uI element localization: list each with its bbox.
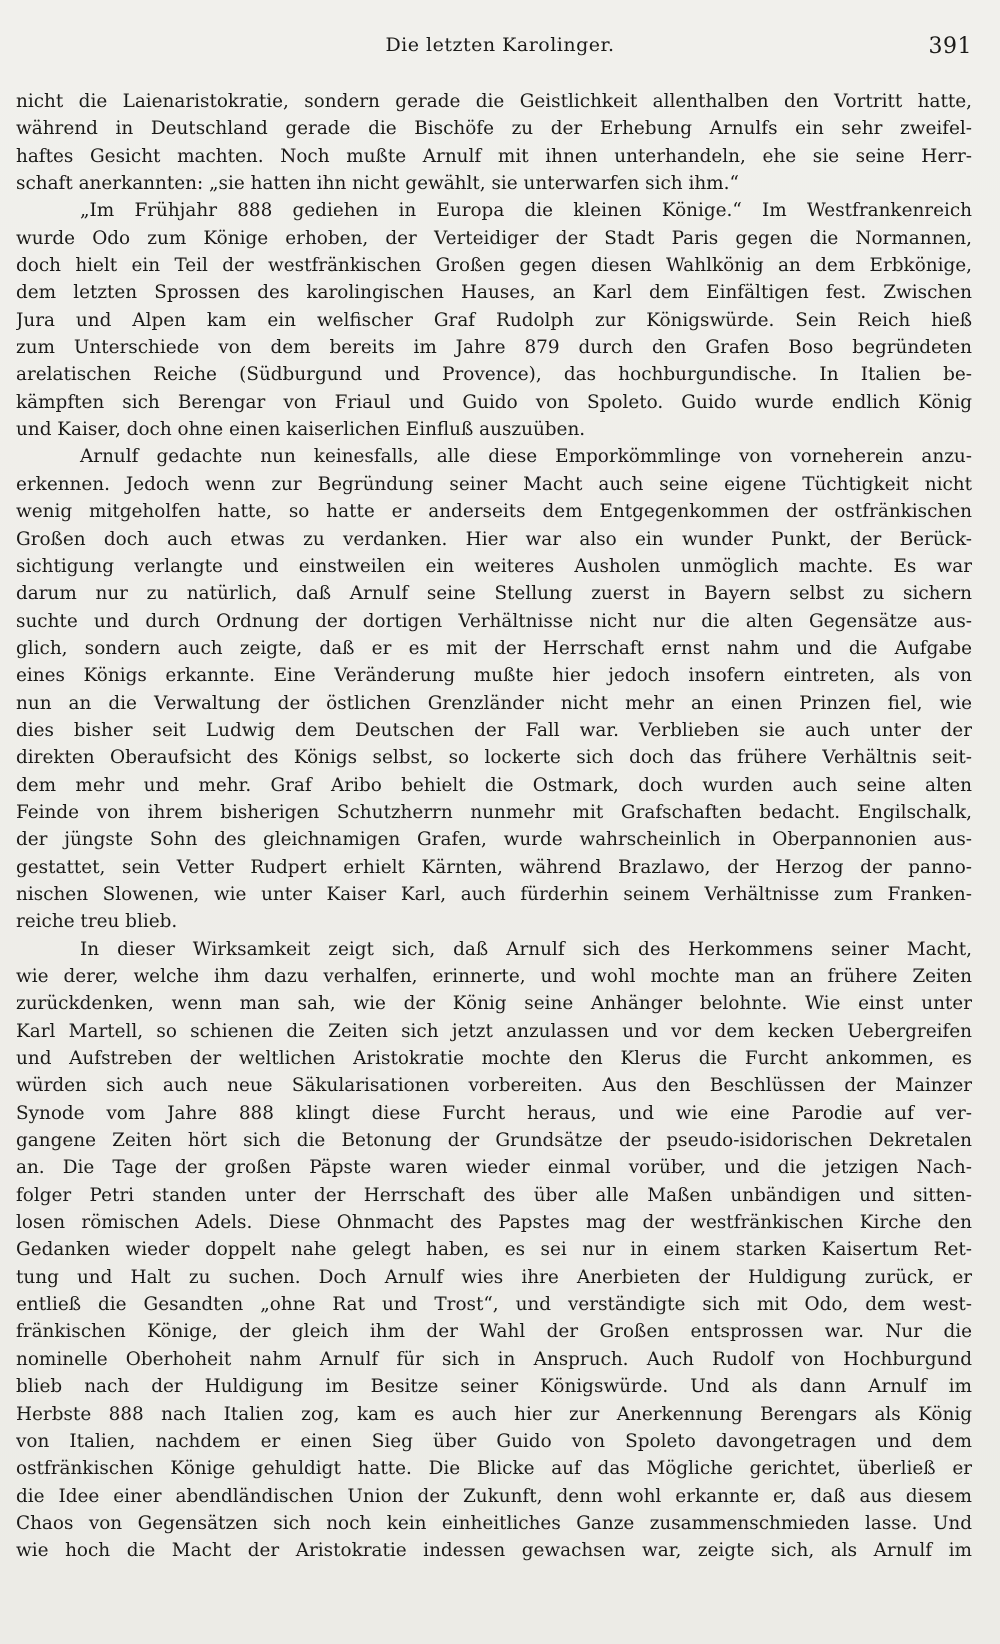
text-line: „Im Frühjahr 888 gediehen in Europa die kleinen Könige.“ Im Westfrankenreich [80, 200, 972, 222]
text-line: während in Deutschland gerade die Bischöfe zu der Erhebung Arnulfs ein sehr zweifel- [16, 118, 972, 140]
running-head [0, 34, 1000, 64]
text-line: suchte und durch Ordnung der dortigen Verhältnisse nicht nur die alten Gegensätze aus- [16, 610, 972, 632]
text-line: schaft anerkannten: „sie hatten ihn nicht gewählt, sie unterwarfen sich ihm.“ [16, 173, 739, 195]
text-line: dem mehr und mehr. Graf Aribo behielt die Ostmark, doch wurden auch seine alten [16, 774, 972, 796]
text-line: Gedanken wieder doppelt nahe gelegt haben, es sei nur in einem starken Kaisertum Ret- [16, 1239, 972, 1261]
text-line: doch hielt ein Teil der westfränkischen Großen gegen diesen Wahlkönig an dem Erbkönige, [16, 255, 972, 277]
text-line: wie hoch die Macht der Aristokratie indessen gewachsen war, zeigte sich, als Arnulf im [16, 1540, 972, 1562]
text-line: wie derer, welche ihm dazu verhalfen, erinnerte, und wohl mochte man an frühere Zeiten [16, 966, 972, 987]
running-title: Die letzten Karolinger. [385, 34, 615, 56]
text-line: Großen doch auch etwas zu verdanken. Hier war also ein wunder Punkt, der Berück- [16, 528, 972, 550]
text-line: dies bisher seit Ludwig dem Deutschen der Fall war. Verblieben sie auch unter der [16, 719, 972, 741]
text-line: fränkischen Könige, der gleich ihm der Wahl der Großen entsprossen war. Nur die [16, 1321, 972, 1343]
text-line: sichtigung verlangte und einstweilen ein weiteres Ausholen unmöglich machte. Es war [16, 555, 972, 577]
text-line: blieb nach der Huldigung im Besitze seiner Königswürde. Und als dann Arnulf im [16, 1376, 972, 1398]
text-line: eines Königs erkannte. Eine Veränderung mußte hier jedoch insofern eintreten, als von [16, 665, 972, 687]
text-line: nicht die Laienaristokratie, sondern gerade die Geistlichkeit allenthalben den Vortritt hatte, [16, 91, 972, 112]
text-line: nun an die Verwaltung der östlichen Grenzländer nicht mehr an einen Prinzen fiel, wie [16, 692, 972, 714]
text-line: folger Petri standen unter der Herrschaft des über alle Maßen unbändigen und sitten- [16, 1184, 972, 1206]
text-line: haftes Gesicht machten. Noch mußte Arnulf mit ihnen unterhandeln, ehe sie seine Herr- [16, 145, 972, 167]
text-line: Feinde von ihrem bisherigen Schutzherrn nunmehr mit Grafschaften bedacht. Engilschalk, [16, 801, 972, 823]
text-line: kämpften sich Berengar von Friaul und Guido von Spoleto. Guido wurde endlich König [16, 391, 972, 413]
text-line: von Italien, nachdem er einen Sieg über Guido von Spoleto davongetragen und dem [16, 1430, 972, 1452]
text-line: Chaos von Gegensätzen sich noch kein einheitliches Ganze zusammenschmieden lasse. Und [16, 1512, 972, 1534]
page-number: 391 [928, 34, 972, 59]
text-line: und Kaiser, doch ohne einen kaiserlichen Einfluß auszuüben. [16, 419, 586, 441]
text-line: nischen Slowenen, wie unter Kaiser Karl, auch fürderhin seinem Verhältnisse zum Franken- [16, 883, 972, 905]
text-line: wenig mitgeholfen hatte, so hatte er anderseits dem Entgegenkommen der ostfränkischen [16, 501, 972, 523]
text-line: zum Unterschiede von dem bereits im Jahre 879 durch den Grafen Boso begründeten [16, 337, 972, 359]
text-line: die Idee einer abendländischen Union der Zukunft, denn wohl erkannte er, daß aus diesem [16, 1485, 972, 1507]
text-line: Arnulf gedachte nun keinesfalls, alle diese Emporkömmlinge von vorneherein anzu- [80, 446, 972, 468]
text-line: dem letzten Sprossen des karolingischen Hauses, an Karl dem Einfältigen fest. Zwischen [16, 282, 972, 304]
text-line: und Aufstreben der weltlichen Aristokratie mochte den Klerus die Furcht ankommen, es [16, 1048, 972, 1070]
text-line: wurde Odo zum Könige erhoben, der Verteidiger der Stadt Paris gegen die Normannen, [16, 227, 972, 249]
text-line: reiche treu blieb. [16, 911, 178, 933]
text-line: arelatischen Reiche (Südburgund und Provence), das hochburgundische. In Italien be- [16, 364, 972, 386]
text-line: würden sich auch neue Säkularisationen vorbereiten. Aus den Beschlüssen der Mainzer [16, 1075, 972, 1097]
text-line: erkennen. Jedoch wenn zur Begründung seiner Macht auch seine eigene Tüchtigkeit nicht [16, 473, 972, 495]
text-line: losen römischen Adels. Diese Ohnmacht des Papstes mag der westfränkischen Kirche den [16, 1212, 972, 1234]
body-text [16, 88, 972, 1565]
text-line: darum nur zu natürlich, daß Arnulf seine Stellung zuerst in Bayern selbst zu sichern [16, 583, 972, 605]
text-line: gestattet, sein Vetter Rudpert erhielt Kärnten, während Brazlawo, der Herzog der panno- [16, 856, 972, 878]
text-line: zurückdenken, wenn man sah, wie der König seine Anhänger belohnte. Wie einst unter [16, 993, 972, 1015]
text-line: Jura und Alpen kam ein welfischer Graf Rudolph zur Königswürde. Sein Reich hieß [16, 309, 972, 331]
text-line: ostfränkischen Könige gehuldigt hatte. Die Blicke auf das Mögliche gerichtet, überließ er [16, 1458, 972, 1480]
text-line: In dieser Wirksamkeit zeigt sich, daß Arnulf sich des Herkommens seiner Macht, [80, 938, 972, 960]
text-line: Karl Martell, so schienen die Zeiten sich jetzt anzulassen und vor dem kecken Uebergreifen [16, 1020, 972, 1042]
text-line: Herbste 888 nach Italien zog, kam es auch hier zur Anerkennung Berengars als König [16, 1403, 972, 1425]
text-line: an. Die Tage der großen Päpste waren wieder einmal vorüber, und die jetzigen Nach- [16, 1157, 972, 1179]
text-line: nominelle Oberhoheit nahm Arnulf für sich in Anspruch. Auch Rudolf von Hochburgund [16, 1348, 972, 1370]
text-line: der jüngste Sohn des gleichnamigen Grafen, wurde wahrscheinlich in Oberpannonien aus- [16, 829, 972, 851]
text-line: gangene Zeiten hört sich die Betonung der Grundsätze der pseudo-isidorischen Dekretalen [16, 1130, 972, 1152]
text-line: Synode vom Jahre 888 klingt diese Furcht heraus, und wie eine Parodie auf ver- [16, 1102, 972, 1124]
text-line: direkten Oberaufsicht des Königs selbst, so lockerte sich doch das frühere Verhältnis seit- [16, 747, 972, 769]
text-line: glich, sondern auch zeigte, daß er es mit der Herrschaft ernst nahm und die Aufgabe [16, 637, 972, 659]
text-line: tung und Halt zu suchen. Doch Arnulf wies ihre Anerbieten der Huldigung zurück, er [16, 1266, 972, 1288]
text-line: entließ die Gesandten „ohne Rat und Trost“, und verständigte sich mit Odo, dem west- [16, 1294, 972, 1316]
